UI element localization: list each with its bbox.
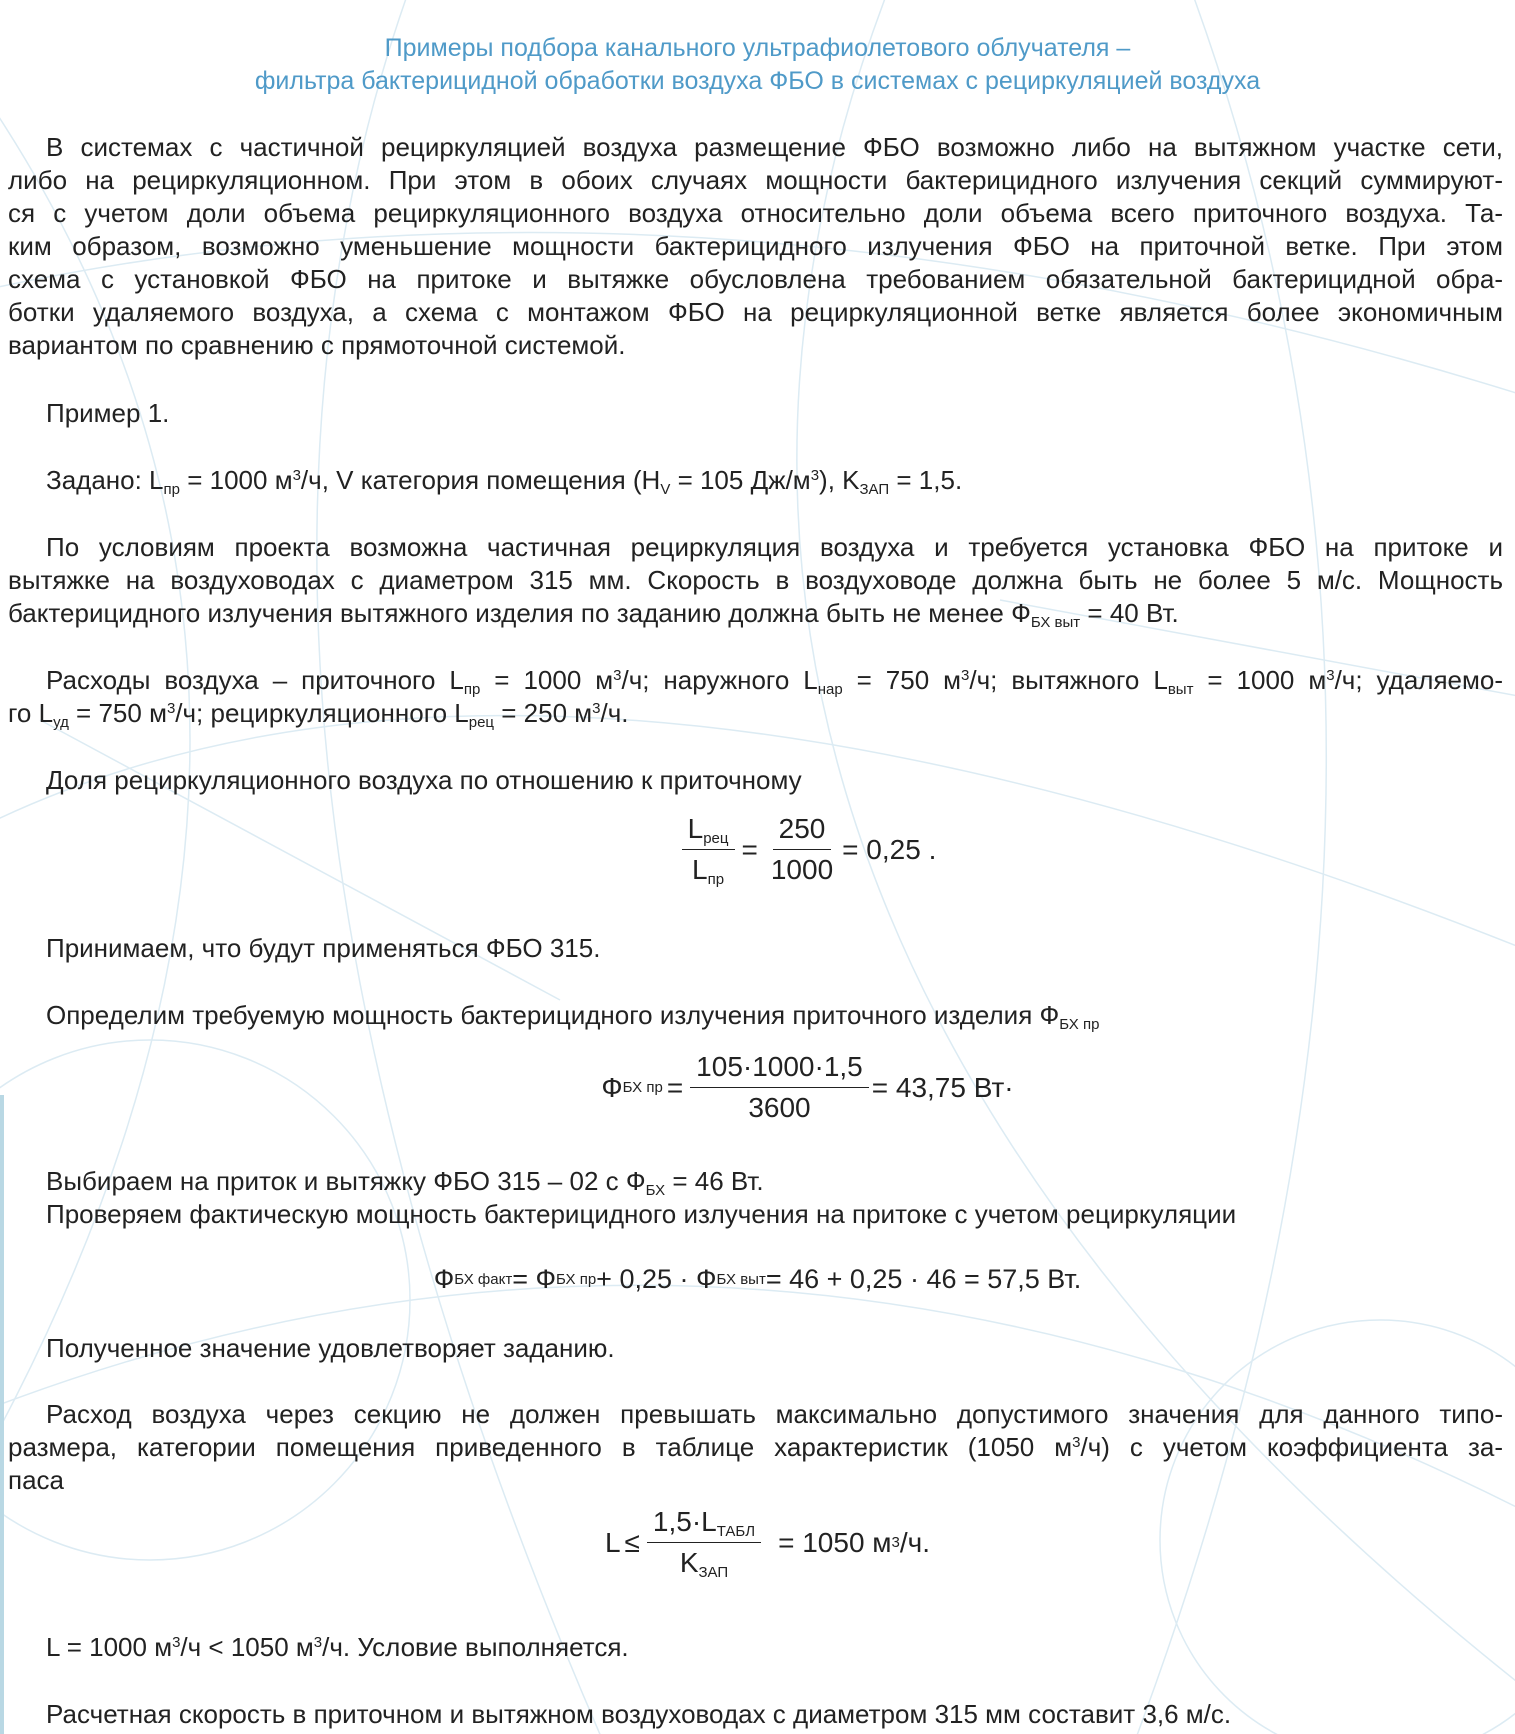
formula4-fraction: $\frac{1,5\cdot L_{ТАБЛ}}{K_{ЗАП}}$ bbox=[647, 1505, 761, 1580]
conditions-line-2: вытяжке на воздуховодах с диаметром 315 мм. Скорость в воздуховоде должна быть не более 5 м/с. Мощность bbox=[8, 565, 1503, 595]
conditions-line-3: бактерицидного излучения вытяжного изделия по заданию должна быть не менее $Ф_{БХ выт} = 40$ Вт. bbox=[8, 598, 1179, 631]
accept-text: Принимаем, что будут применяться ФБО 315. bbox=[46, 933, 601, 963]
formula1-fraction-left: $\frac{L_{рец}}{L_{пр}}$ bbox=[682, 812, 735, 887]
speed-text: Расчетная скорость в приточном и вытяжном воздуховодах с диаметром 315 мм составит 3,6 м/с. bbox=[46, 1699, 1232, 1729]
limit-line-2: размера, категории помещения приведенного в таблице характеристик (1050 $м^3/ч$) с учетом коэффициента за- bbox=[8, 1432, 1504, 1462]
title-line-2: фильтра бактерицидной обработки воздуха ФБО в системах с рециркуляцией воздуха bbox=[254, 67, 1261, 95]
page-title bbox=[0, 32, 1515, 98]
choose-text: Выбираем на приток и вытяжку ФБО 315 – 02 с $Ф_{БХ} = 46$ Вт. bbox=[46, 1166, 764, 1199]
satisfies-text: Полученное значение удовлетворяет заданию. bbox=[46, 1333, 615, 1363]
intro-line-3: ся с учетом доли объема рециркуляционного воздуха относительно доли объема всего приточного воздуха. Та- bbox=[8, 198, 1503, 228]
limit-line-3: паса bbox=[8, 1465, 64, 1495]
share-text: Доля рециркуляционного воздуха по отношению к приточному bbox=[46, 765, 802, 795]
formula-max-flow: L ≤ $\frac{1,5\cdot L_{ТАБЛ}}{K_{ЗАП}}$ = 1050 м 3 /ч. bbox=[604, 1506, 931, 1581]
intro-line-5: схема с установкой ФБО на притоке и вытяжке обусловлена требованием обязательной бактерицидной обра- bbox=[8, 264, 1503, 294]
limit-paragraph bbox=[8, 1398, 1503, 1497]
formula1-fraction-right: $\frac{250}{1000}$ bbox=[770, 813, 834, 885]
formula-recirculation-share: $\frac{L_{рец}}{L_{пр}}$ = $\frac{250}{1000}$ = 0,25 . bbox=[0, 812, 1515, 887]
title-line-1: Примеры подбора канального ультрафиолетового облучателя – bbox=[384, 34, 1131, 62]
intro-line-1: В системах с частичной рециркуляцией воздуха размещение ФБО возможно либо на вытяжном участке сети, bbox=[46, 132, 1503, 162]
flows-line-1: Расходы воздуха – приточного $L_{пр} = 1000$ $м^3/ч$; наружного $L_{нар} = 750$ $м^3/ч$; вытяжного $L_{выт} = 1000$ $м^3/ч$; удаляемо- bbox=[46, 665, 1504, 698]
determine-text: Определим требуемую мощность бактерицидного излучения приточного изделия $Ф_{БХ пр}$ bbox=[46, 1000, 1100, 1033]
limit-line-1: Расход воздуха через секцию не должен превышать максимально допустимого значения для данного типо- bbox=[46, 1399, 1503, 1429]
check-text: Проверяем фактическую мощность бактерицидного излучения на притоке с учетом рециркуляции bbox=[46, 1199, 1237, 1229]
condition-result: L = 1000 $м^3/ч < 1050$ $м^3/ч$. Условие выполняется. bbox=[46, 1632, 629, 1662]
intro-line-2: либо на рециркуляционном. При этом в обоих случаях мощности бактерицидного излучения секций суммируют- bbox=[8, 165, 1503, 195]
conditions-line-1: По условиям проекта возможна частичная рециркуляция воздуха и требуется установка ФБО на притоке и bbox=[46, 532, 1503, 562]
example-label: Пример 1. bbox=[46, 398, 170, 428]
flows-paragraph bbox=[8, 664, 1503, 730]
intro-line-7: вариантом по сравнению с прямоточной системой. bbox=[8, 330, 626, 360]
intro-paragraph bbox=[8, 131, 1503, 362]
flows-line-2: го $L_{уд} = 750$ $м^3/ч$; рециркуляционного $L_{рец} = 250$ $м^3/ч$. bbox=[8, 698, 629, 731]
formula-supply-power: Ф БХ пр = $\frac{105\cdot 1000\cdot 1,5}{3600}$ = 43,75 Вт· bbox=[601, 1051, 1014, 1123]
given-line: Задано: $L_{пр} = 1000$ $м^3/ч$, V категория помещения ($H_V = 105$ $Дж/м^3$), $K_{ЗАП} = 1,5$. bbox=[46, 465, 963, 498]
intro-line-4: ким образом, возможно уменьшение мощности бактерицидного излучения ФБО на приточной ветке. При этом bbox=[8, 231, 1503, 261]
formula2-fraction: $\frac{105\cdot 1000\cdot 1,5}{3600}$ bbox=[690, 1050, 869, 1125]
conditions-paragraph bbox=[8, 531, 1503, 630]
formula-actual-power: Ф БХ факт = Ф БХ пр + 0,25 · Ф БХ выт = 46 + 0,25 · 46 = 57,5 Вт. bbox=[433, 1264, 1082, 1294]
intro-line-6: ботки удаляемого воздуха, а схема с монтажом ФБО на рециркуляционной ветке является более экономичным bbox=[8, 297, 1503, 327]
